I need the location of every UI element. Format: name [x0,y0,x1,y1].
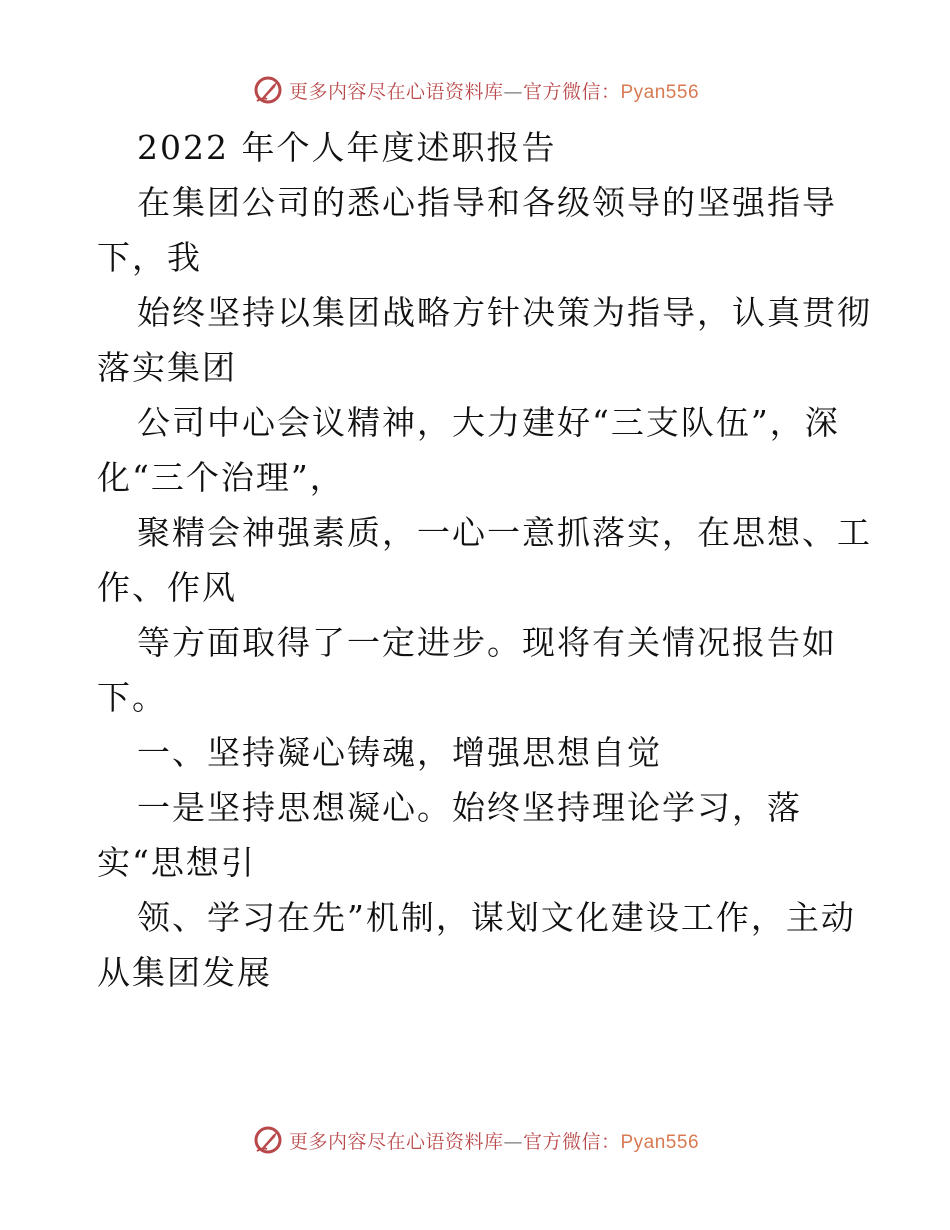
document-body [97,120,872,1000]
footer-banner [0,1120,950,1160]
text-line: 在集团公司的悉心指导和各级领导的坚强指导 [137,183,837,222]
banner-brand: 更多内容尽在心语资料库 [288,80,504,103]
banner-dash: — [503,1130,523,1153]
banner-wechat-id: Pyan556 [620,81,700,103]
text-line: 等方面取得了一定进步。现将有关情况报告如 [137,623,837,662]
text-line: 下。 [97,678,167,717]
text-line: 领、学习在先”机制，谋划文化建设工作，主动 [137,898,856,937]
banner-dash: — [503,80,523,103]
banner-wechat-label: 官方微信： [522,1130,621,1153]
text-line: 实“思想引 [97,843,256,882]
text-line: 落实集团 [97,348,237,387]
quill-logo-icon [251,1123,285,1157]
text-line: 从集团发展 [97,953,272,992]
text-line: 2022 年个人年度述职报告 [137,128,557,167]
banner-wechat-id: Pyan556 [620,1131,700,1153]
banner-brand: 更多内容尽在心语资料库 [288,1130,504,1153]
banner-text [289,77,699,104]
banner-wechat-label: 官方微信： [522,80,621,103]
text-line: 始终坚持以集团战略方针决策为指导，认真贯彻 [137,293,872,332]
quill-logo-icon [251,73,285,107]
text-line: 公司中心会议精神，大力建好“三支队伍”，深 [137,403,840,442]
banner-text [289,1127,699,1154]
header-banner [0,70,950,110]
text-line: 一、坚持凝心铸魂，增强思想自觉 [137,733,662,772]
text-line: 一是坚持思想凝心。始终坚持理论学习，落 [137,788,802,827]
text-line: 化“三个治理”， [97,458,345,497]
text-line: 聚精会神强素质，一心一意抓落实，在思想、工 [137,513,872,552]
text-line: 下，我 [97,238,202,277]
text-line: 作、作风 [97,568,237,607]
